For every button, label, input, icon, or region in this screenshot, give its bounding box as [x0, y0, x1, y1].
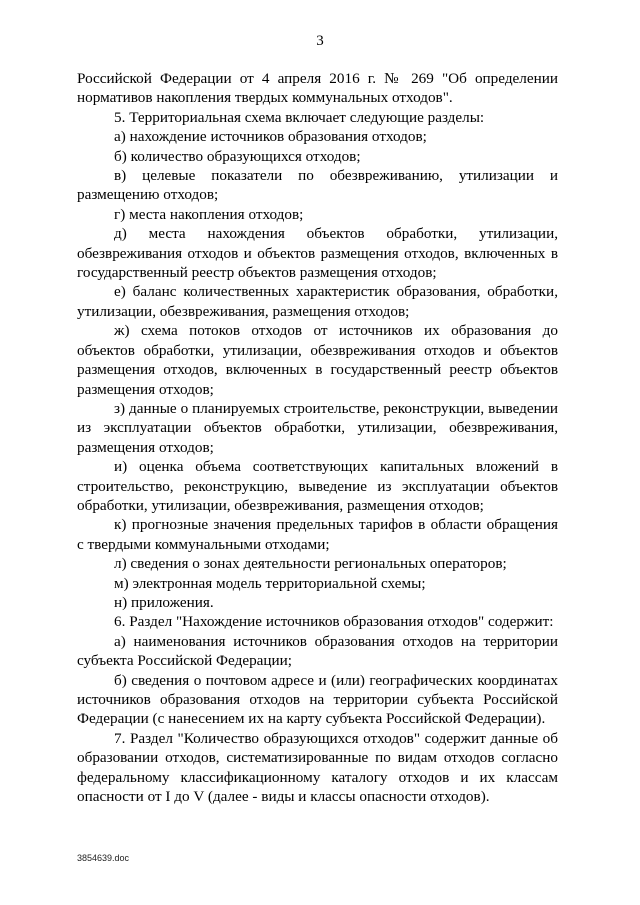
list-item-d: д) места нахождения объектов обработки, утилизации, обезвреживания отходов и объектов размещения отходов, включенных в государственный реестр объектов размещения отходов;	[77, 225, 558, 282]
paragraph-item-5: 5. Территориальная схема включает следующие разделы:	[114, 108, 485, 126]
list-item-zh: ж) схема потоков отходов от источников их образования до объектов обработки, утилизации, обезвреживания отходов и объектов размещения отходов, включенных в государственный реестр объектов размещения отходов;	[77, 322, 558, 398]
list-item-a-section-6: а) наименования источников образования отходов на территории субъекта Российской Федерации;	[77, 632, 558, 670]
list-item-k: к) прогнозные значения предельных тарифов в области обращения с твердыми коммунальными отходами;	[77, 516, 558, 553]
list-item-i: и) оценка объема соответствующих капитальных вложений в строительство, реконструкцию, выведение из эксплуатации объектов обработки, утилизации, обезвреживания, размещения отходов;	[77, 458, 558, 514]
file-name-footer: 3854639.doc	[77, 853, 130, 863]
list-item-e: е) баланс количественных характеристик образования, обработки, утилизации, обезвреживания, размещения отходов;	[77, 283, 558, 320]
paragraph-continuation: Российской Федерации от 4 апреля 2016 г. № 269 "Об определении нормативов накопления твердых коммунальных отходов".	[77, 70, 558, 107]
list-item-l: л) сведения о зонах деятельности региональных операторов;	[114, 555, 507, 573]
list-item-a: а) нахождение источников образования отходов;	[114, 128, 427, 146]
document-body	[77, 69, 558, 806]
list-item-v: в) целевые показатели по обезвреживанию, утилизации и размещению отходов;	[77, 167, 558, 204]
list-item-g: г) места накопления отходов;	[114, 205, 304, 223]
list-item-b: б) количество образующихся отходов;	[114, 147, 361, 165]
list-item-n: н) приложения.	[114, 593, 214, 611]
list-item-z: з) данные о планируемых строительстве, реконструкции, выведении из эксплуатации объектов обработки, утилизации, обезвреживания, размещения отходов;	[77, 399, 558, 456]
page-number: 3	[316, 33, 324, 49]
paragraph-item-7: 7. Раздел "Количество образующихся отходов" содержит данные об образовании отходов, систематизированные по видам отходов согласно федеральному классификационному каталогу отходов и их классам опасности от I до V (далее - виды и классы опасности отходов).	[77, 729, 558, 806]
list-item-b-section-6: б) сведения о почтовом адресе и (или) географических координатах источников образования отходов на территории субъекта Российской Федерации (с нанесением их на карту субъекта Российской Федерации).	[77, 671, 558, 728]
list-item-m: м) электронная модель территориальной схемы;	[114, 574, 426, 592]
paragraph-item-6: 6. Раздел "Нахождение источников образования отходов" содержит:	[114, 613, 554, 631]
